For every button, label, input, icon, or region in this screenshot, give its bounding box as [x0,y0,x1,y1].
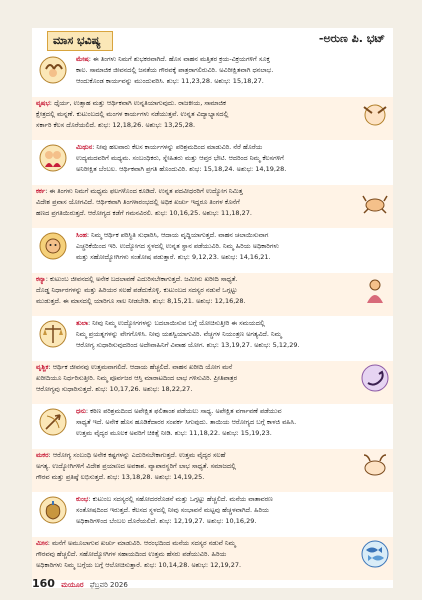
sign-vrishabha: ವೃಷಭ: ಧೈರ್ಯ, ಉತ್ಸಾಹ ಮತ್ತು ಆರ್ಥಿಕವಾಗಿ ಉನ್ನತಿಯಾಗುವುದು. ರಾಜಕೀಯ, ಸಾಮಾಜಿಕ ಕ್ಷೇತ್ರದಲ್ಲಿ ಮನ್ನಣೆ. ಕುಟುಂಬದಲ್ಲಿ ಮಂಗಳ ಕಾರ್ಯಗಳು ನಡೆಯುತ್ತವೆ. ಉನ್ನತ ವಿದ್ಯಾಭ್ಯಾಸದಲ್ಲಿ ಸರ್ಕಾರಿ ಕೆಲಸ ದೊರೆಯಲಿದೆ. ಶುಭ: 12,18,26. ಅಶುಭ: 13,25,28. [32,97,393,140]
page-footer [32,577,232,591]
scales-icon [38,319,68,349]
sign-name: ವೃಷಭ [36,99,50,107]
sign-dhanu: ಧನು: ಕಠಿಣ ಪರಿಶ್ರಮದಿಂದ ಅಪೇಕ್ಷಿತ ಫಲಿತಾಂಶ ಪಡೆಯಲು ಸಾಧ್ಯ. ಅಪೇಕ್ಷಿತ ವರ್ಗಾವಣೆ ಪಡೆಯುವ ಸಾಧ್ಯತೆ ಇದೆ. ಅನೇಕ ಹೊಸ ಹೂಡಿಕೆದಾರರ ಸಂಪರ್ಕ ಸಿಗುವುದು. ತಾಯಿಯ ಆರೋಗ್ಯದ ಬಗ್ಗೆ ಕಾಳಜಿ ವಹಿಸಿ. ಉತ್ತಮ ವೈದ್ಯರ ಮೂಲಕ ಅವರಿಗೆ ಚಿಕಿತ್ಸೆ ನೀಡಿ. ಶುಭ: 11,18,22. ಅಶುಭ: 15,19,23. [32,405,393,448]
author-byline: -ಅರುಣ ಪಿ. ಭಟ್ [318,32,385,45]
sign-tula: ತುಲಾ: ನೀವು ನಿಮ್ಮ ಉದ್ಯೋಗಗಳನ್ನು ಬದಲಾಯಿಸುವ ಬಗ್ಗೆ ಯೋಚಿಸುತ್ತೀರಿ ಈ ಸಮಯದಲ್ಲಿ ನಿಮ್ಮ ಪ್ರಯತ್ನಗಳನ್ನು ವೇಗಗೊಳಿಸಿ. ನೀವು ಯಶಸ್ವಿಯಾಗುವಿರಿ. ವೆಚ್ಚಗಳ ನಿಯಂತ್ರಣ ಅಗತ್ಯವಿದೆ. ನಿಮ್ಮ ಆರೋಗ್ಯ ಸುಧಾರಿಸುವುದರಿಂದ ಅದೇವಾಹಿನಿಗೆ ವಿವಾಹ ಯೋಗ. ಶುಭ: 13,19,27. ಅಶುಭ: 5,12,29. [32,317,393,360]
magazine-logo: ಮಯೂರ [61,581,84,589]
crab-icon [360,187,390,217]
sign-mithuna: ಮಿಥುನ: ನೀವು ಹಲವಾರು ಕೆಲಸ ಕಾರ್ಯಗಳನ್ನು ಪರಿಶ್ರಮದಿಂದ ಮಾಡುವಿರಿ. ನೆರೆ ಹೊರೆಯ ಉದ್ಯಮದವರಿಗೆ ಮಧ್ಯಮ. ಸಂಬಂಧಿಕರು, ಸ್ನೇಹಿತರು ಮತ್ತು ಆಪ್ತರ ಭೇಟಿ. ಆದರಿಂದ ನಿಮ್ಮ ಕೆಲಸಗಳಿಗೆ ಅನಿರೀಕ್ಷಿತ ಬೆಂಬಲ. ಆರ್ಥಿಕವಾಗಿ ಪ್ರಗತಿ ಹೊಂದುವಿರಿ. ಶುಭ: 15,18,24. ಅಶುಭ: 14,19,28. [32,141,393,184]
sign-name: ಮಿಥುನ [76,143,93,151]
sign-name: ಮಕರ [36,451,49,459]
sign-simha: ಸಿಂಹ: ನಿಮ್ಮ ಆರ್ಥಿಕ ಪರಿಸ್ಥಿತಿ ಸುಧಾರಿಸಿ, ಆದಾಯ ವೃದ್ಧಿಯಾಗುತ್ತದೆ. ವಾಹನ ಚಲಾಯಿಸುವಾಗ ಎಚ್ಚರಿಕೆಯಿಂದ ಇರಿ. ಉದ್ಯೋಗದ ಸ್ಥಳದಲ್ಲಿ ಉನ್ನತ ಸ್ಥಾನ ಪಡೆಯುವಿರಿ. ನಿಮ್ಮ ಹಿರಿಯ ಅಧಿಕಾರಿಗಳು ಮತ್ತು ಸಹೋದ್ಯೋಗಿಗಳು ಸಂತೋಷ ಪಡುತ್ತಾರೆ. ಶುಭ: 9,12,23. ಅಶುಭ: 14,16,21. [32,229,393,272]
sign-name: ವೃಶ್ಚಿಕ [36,363,49,371]
ram-icon [38,55,68,85]
magazine-page [32,28,393,588]
archer-icon [38,407,68,437]
sign-mesha: ಮೇಷ: ಈ ತಿಂಗಳು ನಿಮಗೆ ಶುಭಕರವಾಗಿದೆ. ಹೊಸ ವಾಹನ ಮತ್ತಿತರ ಕ್ರಯ-ವಿಕ್ರಯಗಳಿಗೆ ಸೂಕ್ತ ಕಾಲ. ಸಾಮಾಜಿಕ ಜೀವನದಲ್ಲಿ ಜನತೆಯ ಗೌರವಕ್ಕೆ ಪಾತ್ರರಾಗಲಿರುವಿರಿ. ಅವಿರೀಕ್ಷಿತವಾಗಿ ಧನಲಾಭ. ಆಂದುಕೊಂಡ ಕಾರ್ಯವನ್ನು ಮುಂದುವರಿಸಿ. ಶುಭ: 11,23,28. ಅಶುಭ: 15,18,27. [32,53,393,96]
water-pot-icon [38,495,68,525]
page-header [47,31,393,51]
sign-karka: ಕರ್ಕ: ಈ ತಿಂಗಳು ನಿಮಗೆ ಮಧ್ಯಮ ಫಲಗಳೊಂದ ಕೂಡಿದೆ. ಉನ್ನತ ಪದವೀಧರರಿಗೆ ಉದ್ಯೋಗ ನಿಮಿತ್ತ ವಿದೇಶ ಪ್ರವಾಸ ಯೋಗವಿದೆ. ಆರ್ಥಿಕವಾಗಿ ತಿಂಗಳಾರಂಭದಲ್ಲಿ ಅಧಿಕ ಖರ್ಚು ಇದ್ದರೂ ತಿಂಗಳ ಕೊನೆಗೆ ಹಣದ ಪ್ರಗತಿಯಿರುತ್ತದೆ. ಆರೋಗ್ಯದ ಕಡೆಗೆ ಗಮನವಿರಲಿ. ಶುಭ: 10,16,25. ಅಶುಭ: 11,18,27. [32,185,393,228]
sign-kanya: ಕನ್ಯಾ: ಕುಟುಂಬ ಜೀವನದಲ್ಲಿ ಅನೇಕ ಬದಲಾವಣೆ ಎದುರಿಸಬೇಕಾಗುತ್ತದೆ. ಜಮೀನು ಖರೀದಿ ಸಾಧ್ಯತೆ. ದೊಡ್ಡ ನಿರ್ಧಾರಗಳನ್ನು ಮತ್ತು ಹಿರಿಯರ ಸಲಹೆ ಪಡೆದುಕೊಳ್ಳಿ. ಕುಟುಂಬದ ಸದಸ್ಯರ ನಡುವೆ ಒಗ್ಗಟ್ಟು ಮುಡುತ್ತದೆ. ಈ ಮಾಸದಲ್ಲಿ ಯಾರಿಗೂ ಸಾಲ ನೀಡಬೇಡಿ. ಶುಭ: 8,15,21. ಅಶುಭ: 12,16,28. [32,273,393,316]
sign-name: ಮೀನ [36,539,48,547]
sign-name: ತುಲಾ [76,319,89,327]
page-number: 160 [32,577,55,590]
sign-kumbha: ಕುಂಭ: ಕುಟುಂಬ ಸದಸ್ಯರಲ್ಲಿ ಸಹೋದರರೊಡನೆ ಮತ್ತು ಒಗ್ಗಟ್ಟು ಹೆಚ್ಚಲಿದೆ. ಮನೆಯ ವಾತಾವರಣ ಸಂತೋಷದಿಂದ ಇರುತ್ತದೆ. ಕೆಲಸದ ಸ್ಥಳದಲ್ಲಿ ನೀವು ಸಂಭಾವನೆ ಮಟ್ಟವು ಹೆಚ್ಚಳವಾಗಿದೆ. ಹಿರಿಯ ಅಧಿಕಾರಿಗಳಿಂದ ಬೆಂಬಲ ದೊರೆಯಲಿದೆ. ಶುಭ: 12,19,27. ಅಶುಭ: 10,16,29. [32,493,393,536]
sign-meena: ಮೀನ: ಮನೆಗೆ ಅಮೂಲಾಗುವ ಖರ್ಚು ಮಾಡುವಿರಿ. ಆರಂಭದಿಂದ ಮನೆಯ ಸದಸ್ಯರ ನಡುವೆ ನಿಮ್ಮ ಗೌರವವು ಹೆಚ್ಚಲಿದೆ. ಸಹೋದ್ಯೋಗಿಗಳ ಸಹಾಯದಿಂದ ಉತ್ತಮ ಹೆಸರು ಪಡೆಯುವಿರಿ. ಹಿರಿಯ ಅಧಿಕಾರಿಗಳು ನಿಮ್ಮ ಬಗ್ಗೆಯ ಬಗ್ಗೆ ಆಲೋಚಿಸುತ್ತಾರೆ. ಶುಭ: 10,14,28. ಅಶುಭ: 12,19,27. [32,537,393,580]
maiden-icon [360,275,390,305]
sign-name: ಕುಂಭ [76,495,89,503]
page-title: ಮಾಸ ಭವಿಷ್ಯ [47,31,113,51]
sign-name: ಸಿಂಹ [76,231,87,239]
twins-icon [38,143,68,173]
bull-icon [360,99,390,129]
sign-name: ಧನು [76,407,86,415]
sign-name: ಕನ್ಯಾ [36,275,46,283]
lion-icon [38,231,68,261]
fish-icon [360,539,390,569]
goat-icon [360,451,390,481]
sign-name: ಮೇಷ [76,55,89,63]
scorpion-icon [360,363,390,393]
issue-period: ಫೆಬ್ರವರಿ 2026 [89,581,128,589]
sign-name: ಕರ್ಕ [36,187,46,195]
sign-vrischika: ವೃಶ್ಚಿಕ: ಆರ್ಥಿಕ ಜೀವನವು ಉತ್ತಮವಾಗಲಿದೆ. ಆದಾಯ ಹೆಚ್ಚಲಿದೆ. ವಾಹನ ಖರೀದಿ ಯೋಗ ಮನೆ ಖರೀದಿಯೂ ನಿರ್ಧರಿಸುತ್ತೀರಿ. ನಿಮ್ಮ ಪೂರ್ವಜರ ಆಸ್ತಿ ಮಾರಾಟದಿಂದ ಲಾಭ ಗಳಿಸುವಿರಿ. ಪ್ರೀತಿಪಾತ್ರರ ಆರೋಗ್ಯವು ಸುಧಾರಿಸುತ್ತದೆ. ಶುಭ: 10,17,26. ಅಶುಭ: 18,22,27. [32,361,393,404]
sign-makara: ಮಕರ: ಆರೋಗ್ಯ ಸಂಬಂಧಿ ಅನೇಕ ಕಷ್ಟಗಳನ್ನು ಎದುರಿಸಬೇಕಾಗುತ್ತದೆ. ಉತ್ತಮ ವೈದ್ಯರ ಸಲಹೆ ಅಗತ್ಯ. ಉದ್ಯೋಗಿಗಳಿಗೆ ವಿದೇಶ ಪ್ರಯಾಣದ ಅವಕಾಶ. ವ್ಯಾಪಾರಸ್ಥರಿಗೆ ಲಾಭ ಸಾಧ್ಯತೆ. ಸಮಾಜದಲ್ಲಿ ಗೌರವ ಮತ್ತು ಪ್ರತಿಷ್ಠೆ ಲಭಿಸುತ್ತದೆ. ಶುಭ: 13,18,28. ಅಶುಭ: 14,19,25. [32,449,393,492]
